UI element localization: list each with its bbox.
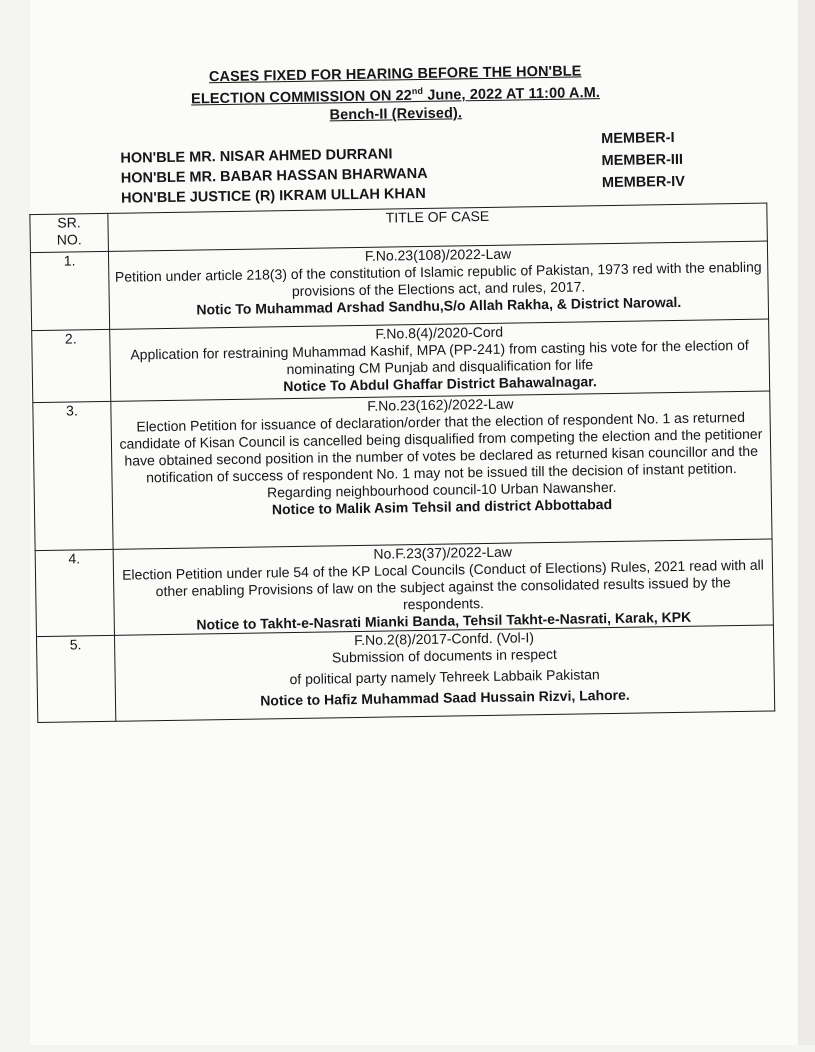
header-title-of-case: TITLE OF CASE bbox=[108, 203, 768, 251]
table-row bbox=[33, 391, 772, 551]
bench-title: Bench-II (Revised). bbox=[329, 105, 463, 124]
case-title-cell bbox=[113, 539, 773, 635]
case-file-no: F.No.23(108)/2022-Law bbox=[364, 245, 512, 264]
case-description: Election Petition under rule 54 of the KP Local Councils (Conduct of Elections) Rules, 2021 read with all other enabling Provisions of law on the subject against the consolidated results issued by the respondents. bbox=[122, 556, 764, 613]
case-notice: Notice to Takht-e-Nasrati Mianki Banda, Tehsil Takht-e-Nasrati, Karak, KPK bbox=[196, 608, 692, 633]
case-title-cell bbox=[110, 319, 770, 401]
case-description: Petition under article 218(3) of the constitution of Islamic republic of Pakistan, 1973 red with the enabling provisions of the Elections act, and rules, 2017. bbox=[114, 258, 762, 300]
case-sr: 5. bbox=[36, 635, 115, 722]
case-description: Submission of documents in respect bbox=[331, 645, 557, 666]
member-name-3: HON'BLE JUSTICE (R) IKRAM ULLAH KHAN bbox=[120, 185, 426, 207]
member-name-1: HON'BLE MR. NISAR AHMED DURRANI bbox=[120, 146, 393, 167]
case-sr: 2. bbox=[32, 329, 111, 402]
case-title-cell bbox=[111, 391, 772, 549]
case-notice: Notic To Muhammad Arshad Sandhu,S/o Allah Rakha, & District Narowal. bbox=[196, 293, 682, 318]
table-row bbox=[35, 539, 773, 637]
case-file-no: F.No.23(162)/2022-Law bbox=[367, 395, 514, 414]
case-sr: 1. bbox=[30, 251, 109, 330]
table-row bbox=[36, 625, 774, 723]
case-description-continued: of political party namely Tehreek Labbaik Pakistan bbox=[289, 666, 600, 688]
header-sr-no bbox=[30, 213, 109, 252]
header-no-label: NO. bbox=[56, 231, 82, 248]
case-notice: Notice to Hafiz Muhammad Saad Hussain Rizvi, Lahore. bbox=[260, 686, 630, 709]
cases-table bbox=[29, 203, 775, 724]
case-notice: Notice to Malik Asim Tehsil and district Abbottabad bbox=[271, 495, 613, 518]
heading-date-prefix: ELECTION COMMISSION ON 22 bbox=[190, 87, 413, 108]
case-description: Election Petition for issuance of declaration/order that the election of respondent No. 1 as returned candidate of Kisan Council is cancelled being disqualified from competing the election and the petitioner have obtained second position in the number of votes be declared as returned kisan councillor and the notification of success of respondent No. 1 may not be issued till the decision of instant petition. Regarding neighbourhood council-10 Urban Nawansher. bbox=[119, 408, 763, 501]
case-file-no: F.No.2(8)/2017-Confd. (Vol-I) bbox=[354, 629, 535, 649]
header-sr-label: SR. bbox=[57, 214, 81, 231]
case-notice: Notice To Abdul Ghaffar District Bahawalnagar. bbox=[283, 373, 597, 395]
table-row bbox=[32, 319, 770, 403]
case-file-no: F.No.8(4)/2020-Cord bbox=[375, 323, 504, 342]
case-file-no: No.F.23(37)/2022-Law bbox=[373, 543, 513, 562]
member-name-2: HON'BLE MR. BABAR HASSAN BHARWANA bbox=[120, 165, 428, 187]
member-role-2: MEMBER-III bbox=[601, 151, 684, 170]
heading-date-suffix: nd bbox=[411, 85, 424, 97]
heading-line-1: CASES FIXED FOR HEARING BEFORE THE HON'BLE bbox=[208, 63, 582, 86]
table-row bbox=[30, 241, 768, 331]
case-title-cell bbox=[108, 241, 768, 329]
member-role-1: MEMBER-I bbox=[601, 129, 675, 148]
case-sr: 4. bbox=[35, 549, 114, 636]
member-role-3: MEMBER-IV bbox=[601, 173, 686, 192]
case-description: Application for restraining Muhammad Kashif, MPA (PP-241) from casting his vote for the election of nominating CM Punjab and disqualification for life bbox=[130, 336, 749, 378]
heading-date-rest: June, 2022 AT 11:00 A.M. bbox=[423, 84, 601, 104]
case-title-cell bbox=[114, 625, 774, 721]
case-sr: 3. bbox=[33, 401, 113, 550]
